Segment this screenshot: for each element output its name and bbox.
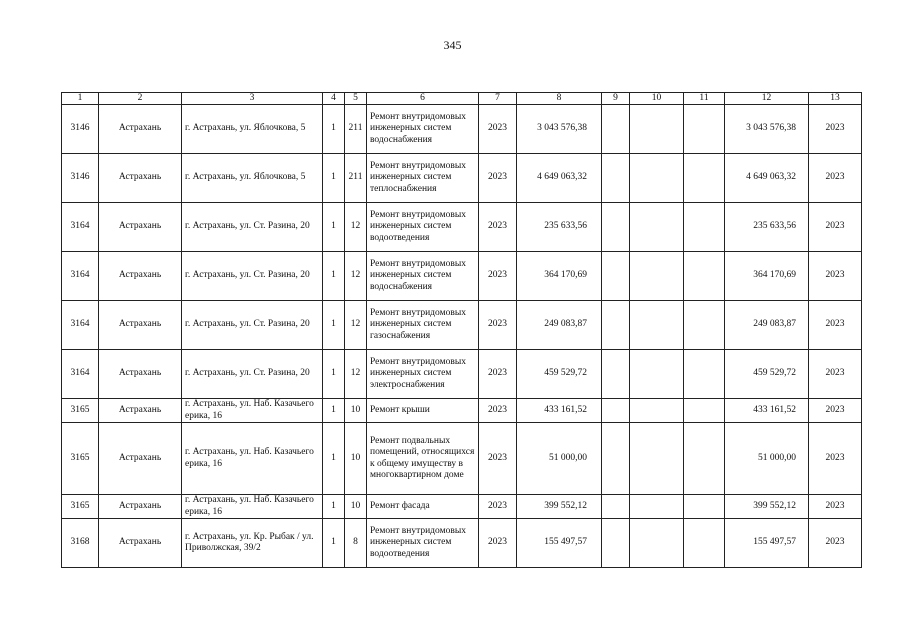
count-cell: 211 (345, 154, 367, 203)
table-row (62, 519, 862, 568)
total-cost-cell: 155 497,57 (725, 519, 809, 568)
column-header: 9 (602, 93, 630, 105)
house-id-cell: 3164 (62, 203, 99, 252)
table-row (62, 105, 862, 154)
col11-cell (684, 350, 725, 399)
work-type-cell: Ремонт внутридомовых инженерных систем водоотведения (367, 519, 479, 568)
completion-year-cell: 2023 (809, 301, 862, 350)
address-cell: г. Астрахань, ул. Ст. Разина, 20 (182, 203, 323, 252)
year-cell: 2023 (479, 105, 517, 154)
work-type-cell: Ремонт подвальных помещений, относящихся к общему имуществу в многоквартирном доме (367, 423, 479, 495)
work-type-cell: Ремонт внутридомовых инженерных систем водоснабжения (367, 105, 479, 154)
table-row (62, 252, 862, 301)
column-number-row (62, 93, 862, 105)
completion-year-cell: 2023 (809, 399, 862, 423)
city-cell: Астрахань (99, 252, 182, 301)
stage-cell: 1 (323, 301, 345, 350)
column-header: 13 (809, 93, 862, 105)
col10-cell (630, 350, 684, 399)
address-cell: г. Астрахань, ул. Яблочкова, 5 (182, 154, 323, 203)
stage-cell: 1 (323, 105, 345, 154)
col11-cell (684, 495, 725, 519)
house-id-cell: 3168 (62, 519, 99, 568)
table-row (62, 423, 862, 495)
total-cost-cell: 399 552,12 (725, 495, 809, 519)
stage-cell: 1 (323, 423, 345, 495)
house-id-cell: 3165 (62, 423, 99, 495)
col9-cell (602, 423, 630, 495)
stage-cell: 1 (323, 252, 345, 301)
work-type-cell: Ремонт внутридомовых инженерных систем водоотведения (367, 203, 479, 252)
house-id-cell: 3165 (62, 495, 99, 519)
year-cell: 2023 (479, 154, 517, 203)
address-cell: г. Астрахань, ул. Ст. Разина, 20 (182, 350, 323, 399)
house-id-cell: 3165 (62, 399, 99, 423)
city-cell: Астрахань (99, 519, 182, 568)
address-cell: г. Астрахань, ул. Наб. Казачьего ерика, 16 (182, 399, 323, 423)
city-cell: Астрахань (99, 399, 182, 423)
col11-cell (684, 423, 725, 495)
column-header: 5 (345, 93, 367, 105)
col9-cell (602, 301, 630, 350)
column-header: 3 (182, 93, 323, 105)
cost-cell: 399 552,12 (517, 495, 602, 519)
col11-cell (684, 154, 725, 203)
address-cell: г. Астрахань, ул. Наб. Казачьего ерика, 16 (182, 495, 323, 519)
year-cell: 2023 (479, 519, 517, 568)
completion-year-cell: 2023 (809, 252, 862, 301)
cost-cell: 235 633,56 (517, 203, 602, 252)
col11-cell (684, 252, 725, 301)
col10-cell (630, 399, 684, 423)
house-id-cell: 3146 (62, 154, 99, 203)
year-cell: 2023 (479, 350, 517, 399)
total-cost-cell: 4 649 063,32 (725, 154, 809, 203)
count-cell: 10 (345, 399, 367, 423)
address-cell: г. Астрахань, ул. Наб. Казачьего ерика, 16 (182, 423, 323, 495)
city-cell: Астрахань (99, 301, 182, 350)
column-header: 6 (367, 93, 479, 105)
stage-cell: 1 (323, 519, 345, 568)
total-cost-cell: 235 633,56 (725, 203, 809, 252)
col11-cell (684, 519, 725, 568)
year-cell: 2023 (479, 301, 517, 350)
stage-cell: 1 (323, 154, 345, 203)
col10-cell (630, 519, 684, 568)
house-id-cell: 3164 (62, 350, 99, 399)
count-cell: 211 (345, 105, 367, 154)
col9-cell (602, 154, 630, 203)
table-row (62, 203, 862, 252)
column-header: 1 (62, 93, 99, 105)
total-cost-cell: 51 000,00 (725, 423, 809, 495)
col10-cell (630, 301, 684, 350)
cost-cell: 51 000,00 (517, 423, 602, 495)
col11-cell (684, 301, 725, 350)
address-cell: г. Астрахань, ул. Ст. Разина, 20 (182, 301, 323, 350)
city-cell: Астрахань (99, 154, 182, 203)
completion-year-cell: 2023 (809, 154, 862, 203)
city-cell: Астрахань (99, 203, 182, 252)
column-header: 8 (517, 93, 602, 105)
work-type-cell: Ремонт крыши (367, 399, 479, 423)
cost-cell: 3 043 576,38 (517, 105, 602, 154)
cost-cell: 4 649 063,32 (517, 154, 602, 203)
count-cell: 12 (345, 252, 367, 301)
column-header: 7 (479, 93, 517, 105)
total-cost-cell: 3 043 576,38 (725, 105, 809, 154)
cost-cell: 249 083,87 (517, 301, 602, 350)
col10-cell (630, 105, 684, 154)
work-type-cell: Ремонт внутридомовых инженерных систем водоснабжения (367, 252, 479, 301)
cost-cell: 155 497,57 (517, 519, 602, 568)
completion-year-cell: 2023 (809, 203, 862, 252)
table-row (62, 399, 862, 423)
cost-cell: 364 170,69 (517, 252, 602, 301)
col9-cell (602, 203, 630, 252)
completion-year-cell: 2023 (809, 105, 862, 154)
completion-year-cell: 2023 (809, 519, 862, 568)
house-id-cell: 3164 (62, 252, 99, 301)
col10-cell (630, 495, 684, 519)
col10-cell (630, 203, 684, 252)
col10-cell (630, 252, 684, 301)
count-cell: 10 (345, 495, 367, 519)
city-cell: Астрахань (99, 350, 182, 399)
city-cell: Астрахань (99, 495, 182, 519)
count-cell: 10 (345, 423, 367, 495)
col9-cell (602, 252, 630, 301)
house-id-cell: 3146 (62, 105, 99, 154)
address-cell: г. Астрахань, ул. Кр. Рыбак / ул. Приволжская, 39/2 (182, 519, 323, 568)
table-row (62, 350, 862, 399)
city-cell: Астрахань (99, 423, 182, 495)
col10-cell (630, 423, 684, 495)
stage-cell: 1 (323, 350, 345, 399)
year-cell: 2023 (479, 203, 517, 252)
stage-cell: 1 (323, 399, 345, 423)
column-header: 10 (630, 93, 684, 105)
stage-cell: 1 (323, 203, 345, 252)
work-type-cell: Ремонт внутридомовых инженерных систем теплоснабжения (367, 154, 479, 203)
col10-cell (630, 154, 684, 203)
col11-cell (684, 399, 725, 423)
table-row (62, 495, 862, 519)
house-id-cell: 3164 (62, 301, 99, 350)
total-cost-cell: 433 161,52 (725, 399, 809, 423)
address-cell: г. Астрахань, ул. Ст. Разина, 20 (182, 252, 323, 301)
count-cell: 8 (345, 519, 367, 568)
table-row (62, 301, 862, 350)
count-cell: 12 (345, 350, 367, 399)
column-header: 2 (99, 93, 182, 105)
col11-cell (684, 105, 725, 154)
year-cell: 2023 (479, 252, 517, 301)
address-cell: г. Астрахань, ул. Яблочкова, 5 (182, 105, 323, 154)
count-cell: 12 (345, 301, 367, 350)
column-header: 11 (684, 93, 725, 105)
year-cell: 2023 (479, 399, 517, 423)
count-cell: 12 (345, 203, 367, 252)
repair-registry-table (61, 92, 862, 568)
city-cell: Астрахань (99, 105, 182, 154)
col9-cell (602, 495, 630, 519)
cost-cell: 433 161,52 (517, 399, 602, 423)
col9-cell (602, 519, 630, 568)
page-number: 345 (443, 38, 462, 52)
completion-year-cell: 2023 (809, 495, 862, 519)
cost-cell: 459 529,72 (517, 350, 602, 399)
column-header: 12 (725, 93, 809, 105)
completion-year-cell: 2023 (809, 423, 862, 495)
table-row (62, 154, 862, 203)
col9-cell (602, 350, 630, 399)
completion-year-cell: 2023 (809, 350, 862, 399)
year-cell: 2023 (479, 495, 517, 519)
year-cell: 2023 (479, 423, 517, 495)
total-cost-cell: 364 170,69 (725, 252, 809, 301)
col9-cell (602, 399, 630, 423)
work-type-cell: Ремонт внутридомовых инженерных систем газоснабжения (367, 301, 479, 350)
work-type-cell: Ремонт внутридомовых инженерных систем электроснабжения (367, 350, 479, 399)
total-cost-cell: 249 083,87 (725, 301, 809, 350)
total-cost-cell: 459 529,72 (725, 350, 809, 399)
column-header: 4 (323, 93, 345, 105)
stage-cell: 1 (323, 495, 345, 519)
col9-cell (602, 105, 630, 154)
col11-cell (684, 203, 725, 252)
work-type-cell: Ремонт фасада (367, 495, 479, 519)
